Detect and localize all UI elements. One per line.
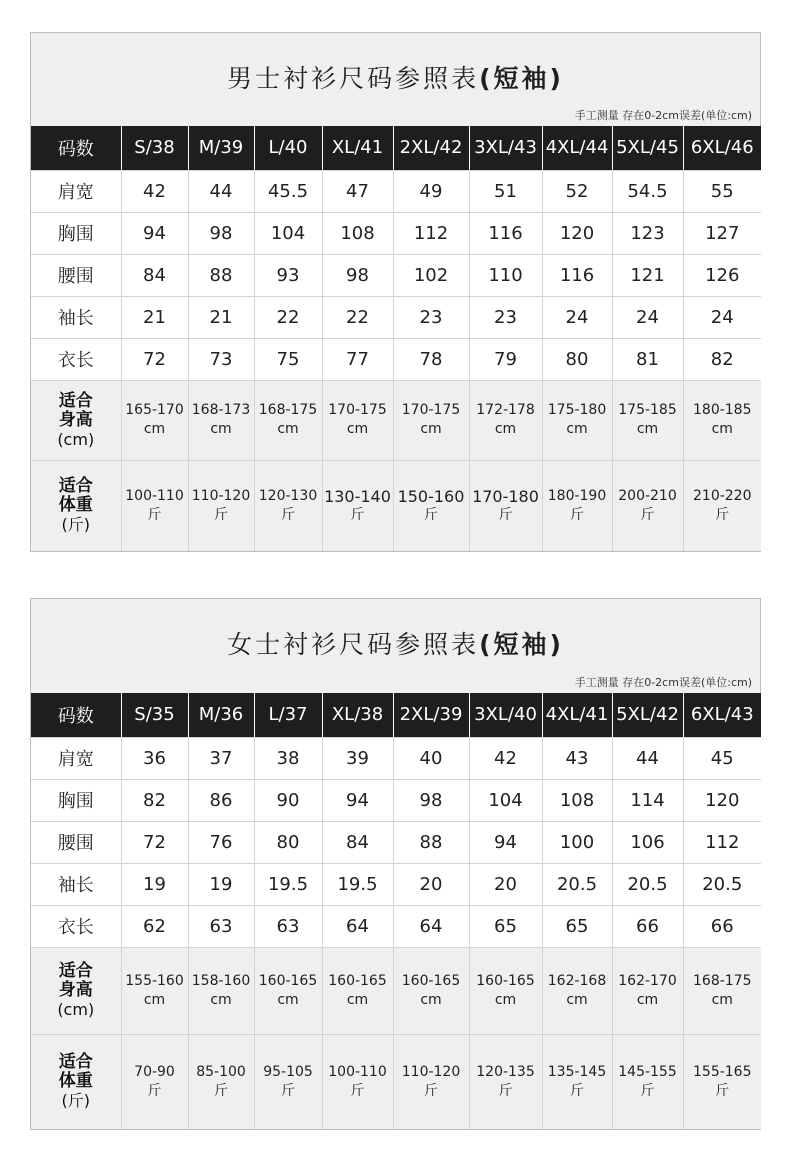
fit-range-unit: cm [711,421,733,437]
fit-range-value: 160-165 [328,972,387,989]
fit-range-value: 160-165 [258,972,318,989]
fit-height-cell [469,947,542,1034]
fit-range-value: 165-170 [125,402,184,418]
measurement-row [31,863,761,905]
measurement-cell: 52 [542,170,612,212]
measurement-label: 袖长 [31,863,121,905]
measurement-row [31,338,761,380]
fit-height-cell [121,380,188,460]
measurement-cell: 104 [469,779,542,821]
fit-range-unit: 斤 [570,1082,584,1099]
men-title-bold: (短袖) [479,64,564,93]
measurement-cell: 65 [542,905,612,947]
measurement-label: 腰围 [31,821,121,863]
fit-weight-cell [469,1034,542,1129]
measurement-cell: 19 [188,863,254,905]
measurement-cell: 72 [121,338,188,380]
fit-label-line: 身高 [58,980,93,1000]
fit-range-value: 160-165 [401,972,461,989]
measurement-label: 肩宽 [31,170,121,212]
fit-range-value: 175-180 [547,402,607,418]
fit-range-value: 100-110 [328,1063,387,1080]
measurement-cell: 98 [322,254,393,296]
fit-range-value: 120-130 [258,487,318,504]
size-header-cell: M/39 [188,126,254,170]
measurement-cell: 63 [188,905,254,947]
measurement-cell: 20 [469,863,542,905]
fit-weight-cell [188,1034,254,1129]
fit-weight-row [31,1034,761,1129]
measurement-row [31,170,761,212]
men-title-area [31,33,760,126]
fit-range-value: 70-90 [134,1063,175,1080]
measurement-row [31,821,761,863]
measurement-cell: 108 [322,212,393,254]
size-header-cell: 5XL/45 [612,126,683,170]
size-header-label: 码数 [57,138,94,160]
fit-range-unit: 斤 [214,506,228,523]
measurement-cell: 76 [188,821,254,863]
men-chart-title [31,59,760,95]
measurement-cell: 51 [469,170,542,212]
measurement-cell: 22 [322,296,393,338]
measurement-cell: 24 [542,296,612,338]
fit-height-cell [612,380,683,460]
measurement-cell: 98 [188,212,254,254]
women-title-main: 女士衬衫尺码参照表 [227,630,480,659]
fit-weight-cell [542,460,612,551]
fit-range-value: 155-160 [125,972,184,989]
fit-range-unit: cm [346,991,369,1008]
fit-range-unit: cm [210,991,232,1008]
fit-range-unit: 斤 [570,506,584,523]
measurement-cell: 65 [469,905,542,947]
measurement-label: 衣长 [31,905,121,947]
fit-height-cell [542,380,612,460]
fit-range-value: 145-155 [618,1063,677,1080]
measurement-cell: 24 [612,296,683,338]
measurement-cell: 84 [121,254,188,296]
fit-range-unit: 斤 [715,506,730,523]
measurement-label: 胸围 [31,212,121,254]
measurement-cell: 94 [121,212,188,254]
fit-height-cell [683,947,761,1034]
fit-height-cell [683,380,761,460]
size-header-label: 码数 [57,705,94,727]
measurement-cell: 86 [188,779,254,821]
fit-weight-cell [121,460,188,551]
size-header-cell: 4XL/44 [542,126,612,170]
fit-label-unit: (斤) [61,515,90,535]
fit-range-unit: cm [143,421,166,437]
measurement-cell: 22 [254,296,322,338]
measurement-cell: 98 [393,779,469,821]
fit-range-value: 170-175 [401,402,461,418]
fit-range-value: 168-173 [191,402,251,418]
measurement-cell: 120 [542,212,612,254]
measurement-cell: 21 [121,296,188,338]
fit-range-unit: 斤 [424,506,438,523]
fit-height-cell [469,380,542,460]
size-header-cell: 6XL/46 [683,126,761,170]
measurement-cell: 112 [683,821,761,863]
fit-weight-cell [121,1034,188,1129]
women-title-area [31,599,760,693]
measurement-cell: 47 [322,170,393,212]
fit-range-unit: 斤 [640,506,655,523]
size-header-cell: 6XL/43 [683,693,761,737]
size-header-cell: L/37 [254,693,322,737]
fit-weight-cell [612,1034,683,1129]
fit-label-line: 适合 [58,961,93,981]
fit-range-value: 120-135 [476,1063,535,1080]
fit-range-unit: cm [210,421,232,437]
size-header-cell: XL/41 [322,126,393,170]
fit-range-value: 170-180 [472,486,539,506]
men-size-chart [30,32,761,552]
size-header-cell: 3XL/40 [469,693,542,737]
fit-range-value: 162-168 [547,972,607,989]
measurement-cell: 93 [254,254,322,296]
measurement-cell: 23 [469,296,542,338]
fit-weight-cell [254,1034,322,1129]
fit-height-cell [542,947,612,1034]
measurement-cell: 73 [188,338,254,380]
measurement-cell: 37 [188,737,254,779]
size-header-cell: L/40 [254,126,322,170]
men-header-row [31,126,761,170]
fit-range-value: 172-178 [476,402,535,418]
measurement-cell: 104 [254,212,322,254]
size-header-cell: XL/38 [322,693,393,737]
measurement-cell: 66 [683,905,761,947]
fit-range-value: 180-190 [547,487,607,504]
measurement-cell: 63 [254,905,322,947]
measurement-cell: 19.5 [322,863,393,905]
fit-height-label [31,380,121,460]
size-header-cell: 3XL/43 [469,126,542,170]
measurement-cell: 126 [683,254,761,296]
measurement-label: 袖长 [31,296,121,338]
fit-weight-cell [322,1034,393,1129]
measurement-cell: 20 [393,863,469,905]
size-header-cell: 4XL/41 [542,693,612,737]
measurement-cell: 64 [322,905,393,947]
measurement-cell: 20.5 [542,863,612,905]
measurement-cell: 78 [393,338,469,380]
measurement-cell: 19.5 [254,863,322,905]
measurement-cell: 102 [393,254,469,296]
measurement-cell: 94 [322,779,393,821]
measurement-label: 肩宽 [31,737,121,779]
fit-height-cell [322,380,393,460]
measurement-cell: 43 [542,737,612,779]
fit-range-value: 168-175 [693,972,752,989]
fit-range-unit: 斤 [147,1082,162,1099]
measurement-row [31,737,761,779]
measurement-cell: 45.5 [254,170,322,212]
men-title-main: 男士衬衫尺码参照表 [227,64,480,93]
fit-weight-cell [683,460,761,551]
fit-label-line: 体重 [58,1071,93,1092]
women-size-table [31,693,761,1129]
measurement-cell: 82 [121,779,188,821]
measurement-cell: 84 [322,821,393,863]
fit-weight-label [31,460,121,551]
fit-range-value: 130-140 [324,486,391,506]
fit-range-unit: 斤 [281,1082,295,1099]
fit-range-unit: cm [346,421,369,437]
fit-range-value: 100-110 [125,487,184,504]
fit-label-unit: (cm) [57,1000,95,1019]
size-header-cell: M/36 [188,693,254,737]
measurement-cell: 81 [612,338,683,380]
measurement-cell: 106 [612,821,683,863]
measurement-cell: 62 [121,905,188,947]
measurement-row [31,212,761,254]
fit-weight-cell [612,460,683,551]
fit-label-unit: (cm) [57,429,95,449]
fit-range-value: 168-175 [258,402,318,418]
fit-range-value: 180-185 [693,402,752,418]
fit-range-unit: cm [566,991,588,1008]
measurement-cell: 38 [254,737,322,779]
fit-range-value: 85-100 [196,1063,246,1080]
measurement-cell: 100 [542,821,612,863]
measurement-cell: 72 [121,821,188,863]
fit-height-cell [393,947,469,1034]
measurement-cell: 24 [683,296,761,338]
fit-range-unit: cm [711,991,733,1008]
fit-range-unit: 斤 [350,506,365,523]
women-chart-title [31,625,760,661]
measurement-cell: 120 [683,779,761,821]
fit-range-value: 135-145 [547,1063,607,1080]
measurement-cell: 54.5 [612,170,683,212]
measurement-cell: 49 [393,170,469,212]
measurement-cell: 116 [469,212,542,254]
measurement-cell: 121 [612,254,683,296]
fit-label-line: 适合 [58,1052,93,1073]
measurement-cell: 20.5 [612,863,683,905]
fit-height-cell [612,947,683,1034]
fit-height-cell [254,380,322,460]
fit-range-unit: 斤 [424,1082,438,1099]
fit-range-unit: cm [636,421,659,437]
fit-label-line: 适合 [58,476,93,497]
measurement-cell: 110 [469,254,542,296]
measurement-cell: 88 [393,821,469,863]
fit-range-unit: cm [494,991,517,1008]
fit-range-value: 95-105 [263,1063,313,1080]
men-measurement-note: 手工测量 存在0-2cm误差(单位:cm) [574,109,752,122]
size-header-cell: S/38 [121,126,188,170]
measurement-cell: 23 [393,296,469,338]
measurement-cell: 116 [542,254,612,296]
measurement-cell: 42 [121,170,188,212]
fit-range-unit: 斤 [715,1082,730,1099]
fit-height-label [31,947,121,1034]
women-header-row [31,693,761,737]
measurement-cell: 75 [254,338,322,380]
measurement-cell: 66 [612,905,683,947]
measurement-cell: 82 [683,338,761,380]
measurement-label: 腰围 [31,254,121,296]
measurement-cell: 19 [121,863,188,905]
fit-range-value: 110-120 [191,487,251,504]
measurement-cell: 77 [322,338,393,380]
measurement-cell: 44 [188,170,254,212]
fit-range-unit: 斤 [281,506,295,523]
fit-range-value: 162-170 [618,972,677,989]
fit-range-unit: cm [494,421,517,437]
fit-range-unit: cm [277,991,299,1008]
measurement-cell: 45 [683,737,761,779]
fit-range-value: 210-220 [693,487,752,504]
fit-height-row [31,947,761,1034]
measurement-label: 衣长 [31,338,121,380]
measurement-cell: 20.5 [683,863,761,905]
measurement-cell: 127 [683,212,761,254]
fit-range-value: 150-160 [397,486,465,506]
measurement-row [31,254,761,296]
fit-range-unit: 斤 [640,1082,655,1099]
size-header-cell: S/35 [121,693,188,737]
fit-height-cell [188,380,254,460]
size-header-cell: 2XL/39 [393,693,469,737]
fit-weight-cell [188,460,254,551]
fit-range-unit: 斤 [498,506,513,523]
fit-range-unit: 斤 [498,1082,513,1099]
measurement-cell: 123 [612,212,683,254]
measurement-row [31,779,761,821]
measurement-cell: 21 [188,296,254,338]
measurement-cell: 88 [188,254,254,296]
women-title-bold: (短袖) [479,630,564,659]
measurement-cell: 55 [683,170,761,212]
fit-height-cell [393,380,469,460]
measurement-cell: 114 [612,779,683,821]
measurement-cell: 108 [542,779,612,821]
measurement-cell: 42 [469,737,542,779]
measurement-cell: 36 [121,737,188,779]
fit-height-row [31,380,761,460]
fit-range-unit: cm [566,421,588,437]
measurement-cell: 44 [612,737,683,779]
fit-weight-cell [393,1034,469,1129]
measurement-cell: 39 [322,737,393,779]
fit-label-unit: (斤) [61,1091,90,1111]
women-measurement-note: 手工测量 存在0-2cm误差(单位:cm) [574,676,752,689]
fit-weight-cell [322,460,393,551]
measurement-cell: 94 [469,821,542,863]
fit-range-value: 158-160 [191,972,251,989]
size-header-cell: 5XL/42 [612,693,683,737]
measurement-cell: 64 [393,905,469,947]
fit-weight-cell [683,1034,761,1129]
fit-height-cell [254,947,322,1034]
measurement-cell: 79 [469,338,542,380]
fit-range-value: 200-210 [618,487,677,504]
fit-weight-cell [254,460,322,551]
fit-range-unit: cm [143,991,166,1008]
fit-range-value: 175-185 [618,402,677,418]
fit-weight-label [31,1034,121,1129]
men-size-table [31,126,761,551]
fit-range-value: 110-120 [401,1063,461,1080]
fit-range-unit: cm [420,991,442,1008]
fit-label-line: 适合 [58,390,93,411]
women-size-chart [30,598,761,1130]
fit-weight-cell [542,1034,612,1129]
fit-range-unit: 斤 [350,1082,365,1099]
fit-label-line: 身高 [58,409,93,430]
fit-range-unit: 斤 [214,1082,228,1099]
measurement-cell: 80 [542,338,612,380]
fit-range-unit: cm [277,421,299,437]
measurement-label: 胸围 [31,779,121,821]
measurement-row [31,905,761,947]
fit-range-value: 155-165 [693,1063,752,1080]
fit-range-value: 170-175 [328,402,387,418]
measurement-row [31,296,761,338]
fit-range-unit: 斤 [147,506,162,523]
measurement-cell: 90 [254,779,322,821]
fit-label-line: 体重 [58,495,93,516]
size-header-cell: 2XL/42 [393,126,469,170]
fit-range-value: 160-165 [476,972,535,989]
fit-height-cell [121,947,188,1034]
measurement-cell: 112 [393,212,469,254]
fit-weight-cell [469,460,542,551]
fit-height-cell [322,947,393,1034]
fit-height-cell [188,947,254,1034]
fit-range-unit: cm [636,991,659,1008]
fit-weight-cell [393,460,469,551]
measurement-cell: 80 [254,821,322,863]
measurement-cell: 40 [393,737,469,779]
fit-range-unit: cm [420,421,442,437]
fit-weight-row [31,460,761,551]
